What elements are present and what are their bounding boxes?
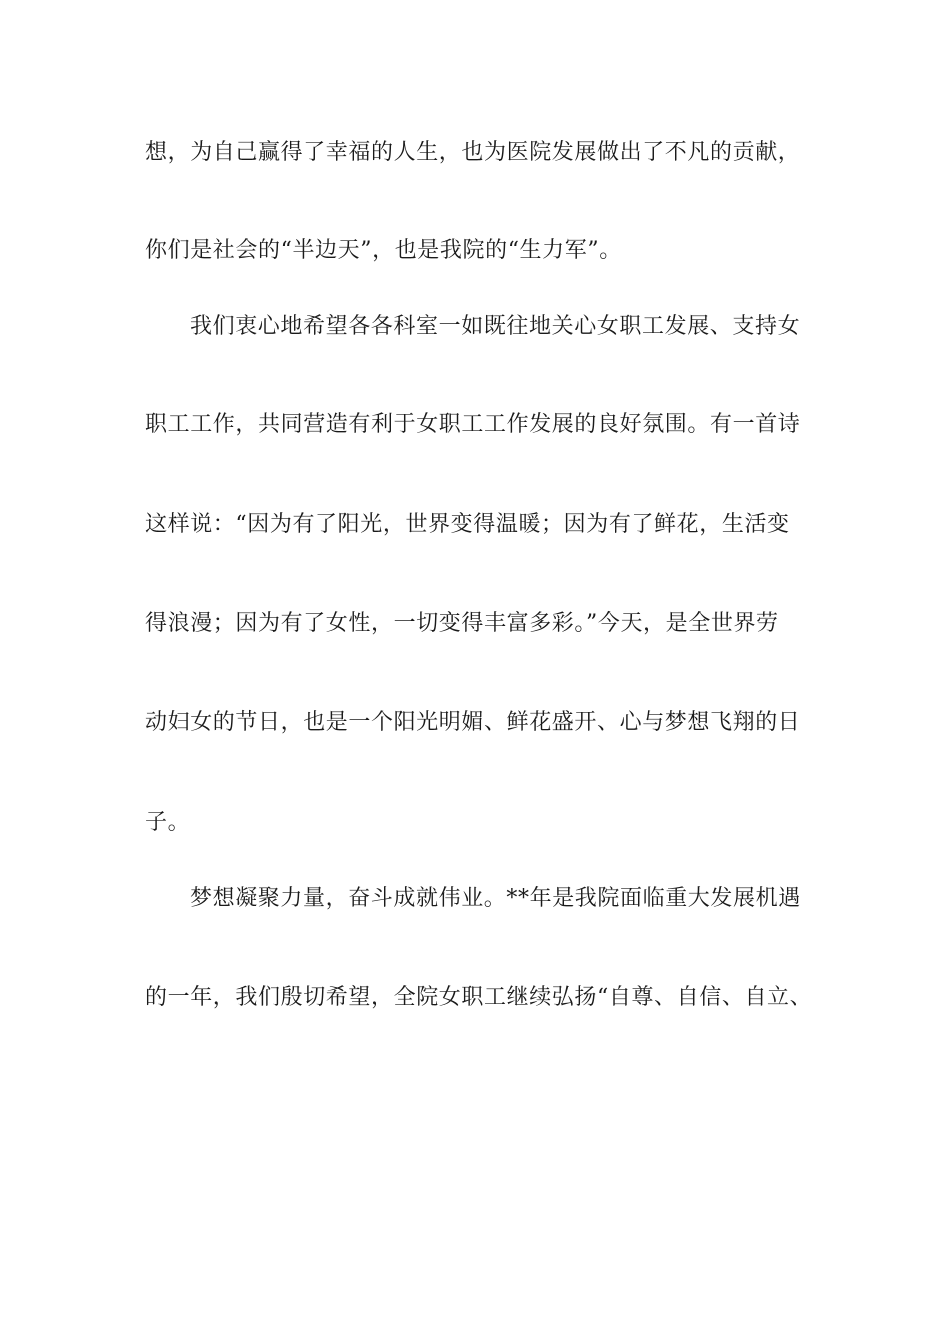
paragraph-first-line: 梦想凝聚力量，奋斗成就伟业。**年是我院面临重大发展机遇 bbox=[190, 886, 801, 911]
paragraph-line: 这样说：“因为有了阳光，世界变得温暖；因为有了鲜花，生活变 bbox=[145, 512, 790, 537]
paragraph-line: 想，为自己赢得了幸福的人生，也为医院发展做出了不凡的贡献， bbox=[145, 140, 801, 165]
paragraph-line: 职工工作，共同营造有利于女职工工作发展的良好氛围。有一首诗 bbox=[145, 412, 801, 437]
paragraph-line: 你们是社会的“半边天”，也是我院的“生力军”。 bbox=[145, 238, 622, 263]
paragraph-line: 动妇女的节日，也是一个阳光明媚、鲜花盛开、心与梦想飞翔的日 bbox=[145, 710, 801, 735]
paragraph-line: 得浪漫；因为有了女性，一切变得丰富多彩。”今天，是全世界劳 bbox=[145, 611, 779, 636]
paragraph-first-line: 我们衷心地希望各各科室一如既往地关心女职工发展、支持女 bbox=[190, 314, 801, 339]
paragraph-line: 子。 bbox=[145, 810, 191, 835]
paragraph-line: 的一年，我们殷切希望，全院女职工继续弘扬“自尊、自信、自立、 bbox=[145, 985, 813, 1010]
